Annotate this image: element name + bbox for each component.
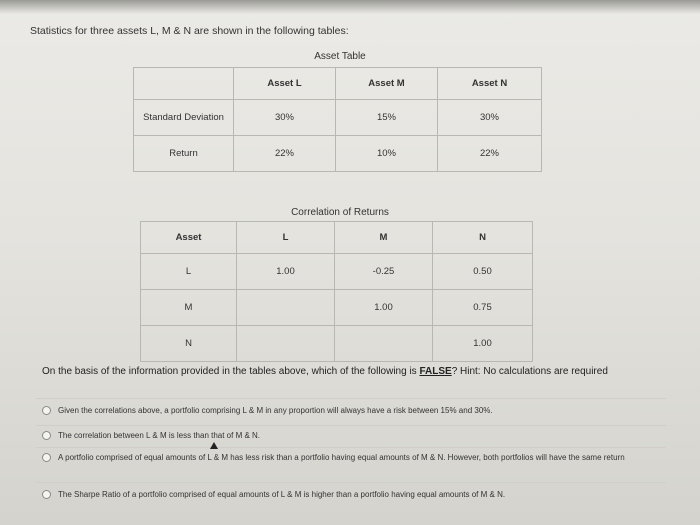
radio-button[interactable]: [42, 406, 51, 415]
option-text: Given the correlations above, a portfolio comprising L & M in any proportion will always have a risk between 15% and 30%.: [58, 406, 493, 415]
answer-option-2[interactable]: [42, 430, 662, 444]
cell-l-n: 0.50: [433, 254, 533, 290]
answer-option-1[interactable]: [42, 405, 662, 419]
question-suffix: ? Hint: No calculations are required: [451, 366, 608, 377]
answer-option-4[interactable]: [42, 489, 662, 503]
table-row: [141, 326, 533, 362]
cell-n-m: [335, 326, 433, 362]
asset-table-caption: Asset Table: [314, 51, 366, 62]
header-m: M: [335, 222, 433, 254]
cell-return-m: 10%: [336, 136, 438, 172]
radio-button[interactable]: [42, 453, 51, 462]
cell-sd-m: 15%: [336, 100, 438, 136]
table-row: [141, 290, 533, 326]
intro-text: Statistics for three assets L, M & N are shown in the following tables:: [30, 25, 349, 37]
cell-m-n: 0.75: [433, 290, 533, 326]
table-row: [134, 136, 542, 172]
radio-button[interactable]: [42, 431, 51, 440]
top-shadow: [0, 0, 700, 14]
header-asset: Asset: [141, 222, 237, 254]
question-prefix: On the basis of the information provided in the tables above, which of the following is: [42, 366, 420, 377]
correlation-table: [140, 221, 533, 362]
header-asset-m: Asset M: [336, 68, 438, 100]
cell-sd-n: 30%: [438, 100, 542, 136]
option-text: The correlation between L & M is less than that of M & N.: [58, 431, 261, 440]
mouse-cursor-icon: [210, 442, 218, 449]
header-l: L: [237, 222, 335, 254]
correlation-table-caption: Correlation of Returns: [291, 207, 389, 218]
asset-table-corner: [134, 68, 234, 100]
option-text: A portfolio comprised of equal amounts of L & M has less risk than a portfolio having equal amounts of M & N. However, both portfolios will have the same return: [58, 453, 625, 462]
row-label-l: L: [141, 254, 237, 290]
row-label-m: M: [141, 290, 237, 326]
option-text: The Sharpe Ratio of a portfolio comprised of equal amounts of L & M is higher than a portfolio having equal amounts of M & N.: [58, 490, 506, 499]
option-divider: [36, 447, 666, 448]
header-asset-l: Asset L: [234, 68, 336, 100]
option-divider: [36, 482, 666, 483]
correlation-header-row: [141, 222, 533, 254]
row-label-standard-deviation: Standard Deviation: [134, 100, 234, 136]
cell-return-l: 22%: [234, 136, 336, 172]
table-row: [141, 254, 533, 290]
cell-l-m: -0.25: [335, 254, 433, 290]
table-row: [134, 100, 542, 136]
question-highlight: FALSE: [419, 366, 452, 377]
question-text: [42, 366, 608, 377]
header-n: N: [433, 222, 533, 254]
cell-m-m: 1.00: [335, 290, 433, 326]
asset-table-header-row: [134, 68, 542, 100]
cell-return-n: 22%: [438, 136, 542, 172]
cell-m-l: [237, 290, 335, 326]
cell-n-l: [237, 326, 335, 362]
option-divider: [36, 398, 666, 399]
row-label-return: Return: [134, 136, 234, 172]
radio-button[interactable]: [42, 490, 51, 499]
cell-l-l: 1.00: [237, 254, 335, 290]
asset-table: [133, 67, 542, 172]
answer-option-3[interactable]: [42, 452, 662, 476]
cell-n-n: 1.00: [433, 326, 533, 362]
option-divider: [36, 425, 666, 426]
row-label-n: N: [141, 326, 237, 362]
header-asset-n: Asset N: [438, 68, 542, 100]
cell-sd-l: 30%: [234, 100, 336, 136]
